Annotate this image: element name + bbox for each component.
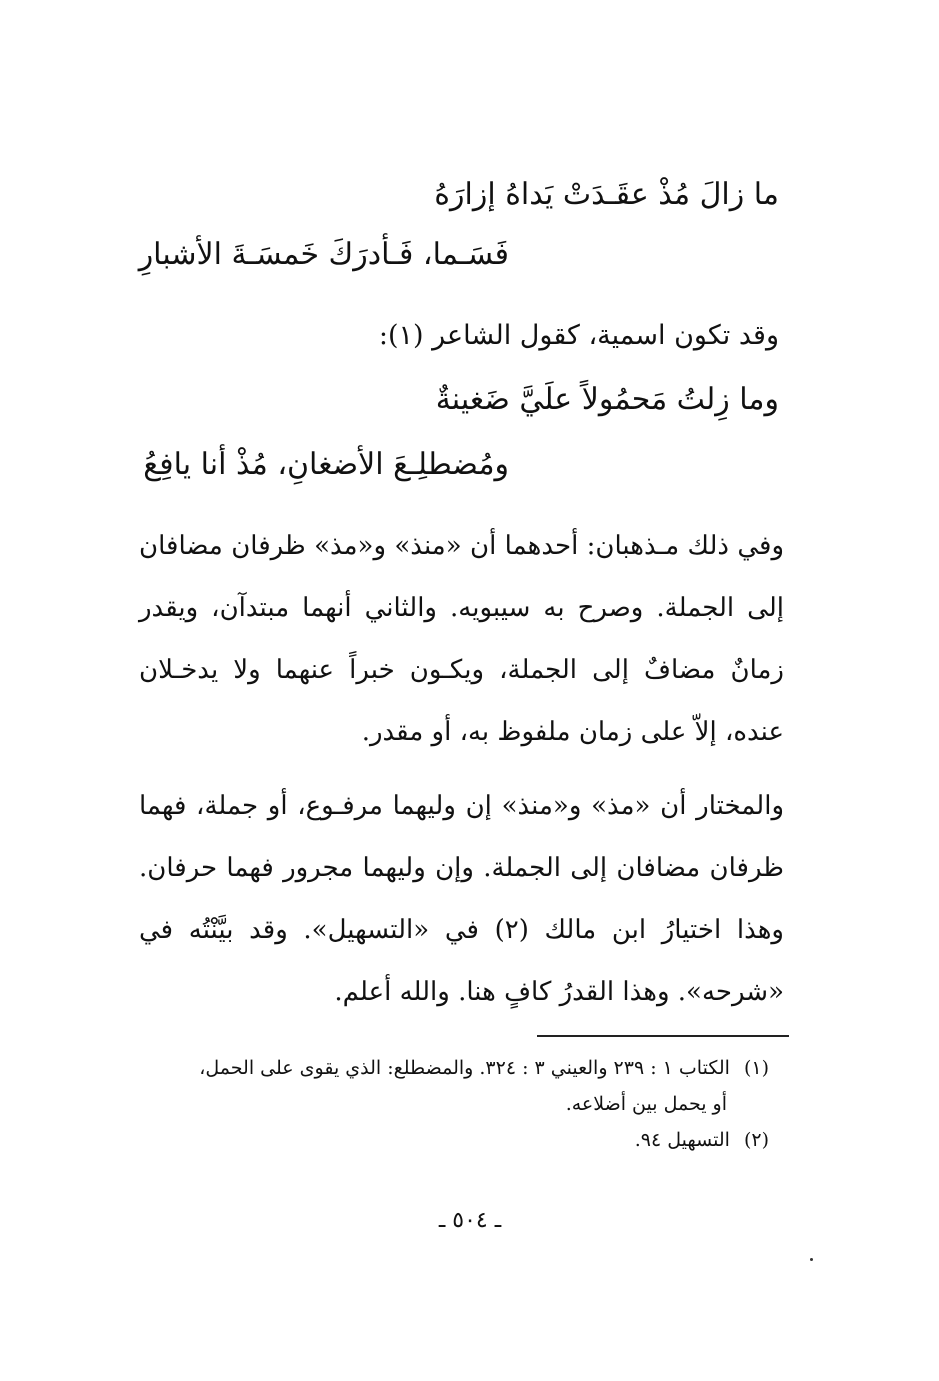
verse-2-line-1: وما زِلتُ مَحمُولاً علَيَّ ضَغينةٌ [435,382,779,417]
footnote-1-continuation: أو يحمل بين أضلاعه. [565,1093,727,1115]
verse-2-line-2: ومُضطلِـعَ الأضغانِ، مُذْ أنا يافِعُ [143,447,509,482]
verse-1-line-2: فَسَـما، فَـأدرَكَ خَمسَـةَ الأشبارِ [138,237,509,272]
footnotes [139,1050,769,1158]
print-speck [810,1258,813,1261]
footnote-text: الكتاب ١ : ٢٣٩ والعيني ٣ : ٣٢٤. والمضطلع: الذي يقوى على الحمل، [199,1057,730,1079]
verse-1-line-1: ما زالَ مُذْ عقَـدَتْ يَداهُ إزارَهُ [434,177,779,212]
footnote-text: التسهيل ٩٤. [634,1129,730,1151]
footnote-number: (٢) [743,1129,769,1151]
page-number: ـ ٥٠٤ ـ [438,1208,502,1233]
footnote-separator [537,1035,789,1037]
footnote-2 [139,1122,769,1158]
paragraph-2: والمختار أن «مذ» و«منذ» إن وليهما مرفـوع، أو جملة، فهما ظرفان مضافان إلى الجملة. وإن وليهما مجرور فهما حرفان. وهذا اختيارُ ابن مالك (٢) في «التسهيل». وقد بيَّنْتُه في «شرحه». وهذا القدرُ كافٍ هنا. والله أعلم. [139,791,784,1007]
footnote-1 [139,1050,769,1086]
quote-intro: وقد تكون اسمية، كقول الشاعر (١): [378,320,779,351]
paragraph-1: وفي ذلك مـذهبان: أحدهما أن «منذ» و«مذ» ظرفان مضافان إلى الجملة. وصرح به سيبويه. والثاني أنهما مبتدآن، ويقدر زمانٌ مضافٌ إلى الجملة، ويكـون خبراً عنهما ولا يدخـلان عنده، إلاّ على زمان ملفوظ به، أو مقدر. [139,531,784,747]
footnote-number: (١) [743,1057,769,1079]
